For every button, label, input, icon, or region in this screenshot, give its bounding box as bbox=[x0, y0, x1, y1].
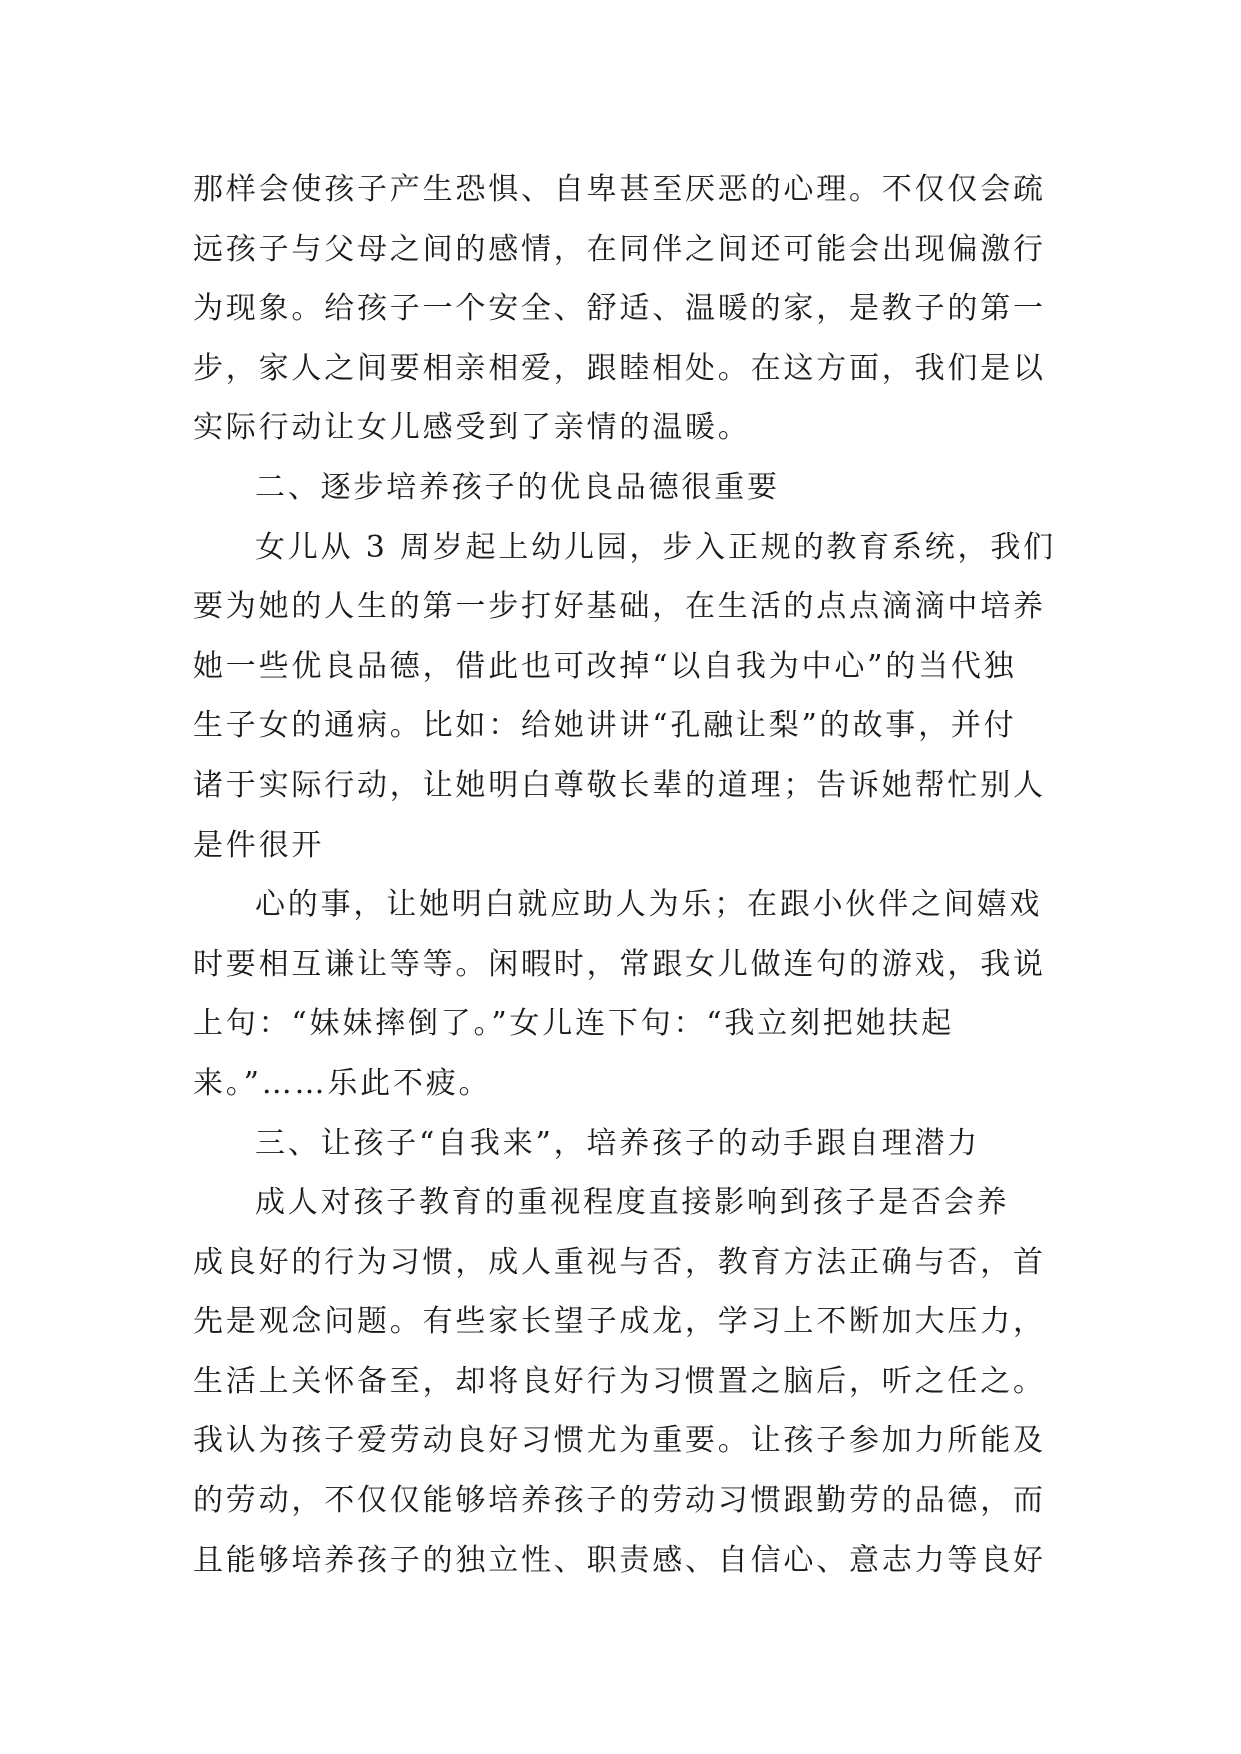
text-line: 女儿从 3 周岁起上幼儿园，步入正规的教育系统，我们 bbox=[255, 529, 1056, 565]
text-line: 时要相互谦让等等。闲暇时，常跟女儿做连句的游戏，我说 bbox=[193, 946, 1046, 982]
text-line: 成良好的行为习惯，成人重视与否，教育方法正确与否，首 bbox=[193, 1244, 1046, 1280]
section-heading-3: 三、让孩子“自我来”，培养孩子的动手跟自理潜力 bbox=[255, 1125, 981, 1161]
text-line: 我认为孩子爱劳动良好习惯尤为重要。让孩子参加力所能及 bbox=[193, 1423, 1046, 1459]
text-line: 且能够培养孩子的独立性、职责感、自信心、意志力等良好 bbox=[193, 1542, 1046, 1578]
text-line: 她一些优良品德，借此也可改掉“以自我为中心”的当代独 bbox=[193, 648, 1017, 684]
text-line: 诸于实际行动，让她明白尊敬长辈的道理；告诉她帮忙别人 bbox=[193, 767, 1046, 803]
text-line: 生活上关怀备至，却将良好行为习惯置之脑后，听之任之。 bbox=[193, 1363, 1046, 1399]
text-line: 那样会使孩子产生恐惧、自卑甚至厌恶的心理。不仅仅会疏 bbox=[193, 172, 1046, 207]
text-line: 上句：“妹妹摔倒了。”女儿连下句：“我立刻把她扶起 bbox=[193, 1006, 955, 1042]
text-line: 先是观念问题。有些家长望子成龙，学习上不断加大压力， bbox=[193, 1304, 1046, 1340]
text-line: 实际行动让女儿感受到了亲情的温暖。 bbox=[193, 410, 751, 446]
text-line: 为现象。给孩子一个安全、舒适、温暖的家，是教子的第一 bbox=[193, 291, 1046, 327]
text-line: 心的事，让她明白就应助人为乐；在跟小伙伴之间嬉戏 bbox=[255, 887, 1043, 923]
text-line: 的劳动，不仅仅能够培养孩子的劳动习惯跟勤劳的品德，而 bbox=[193, 1483, 1046, 1519]
document-body bbox=[193, 160, 1056, 1590]
text-line: 来。”……乐此不疲。 bbox=[193, 1065, 492, 1101]
text-line: 步，家人之间要相亲相爱，跟睦相处。在这方面，我们是以 bbox=[193, 350, 1046, 386]
text-line: 远孩子与父母之间的感情，在同伴之间还可能会出现偏激行 bbox=[193, 231, 1046, 267]
text-line: 成人对孩子教育的重视程度直接影响到孩子是否会养 bbox=[255, 1185, 1010, 1221]
text-line: 要为她的人生的第一步打好基础，在生活的点点滴滴中培养 bbox=[193, 589, 1046, 625]
section-heading-2: 二、逐步培养孩子的优良品德很重要 bbox=[255, 469, 780, 505]
text-line: 生子女的通病。比如：给她讲讲“孔融让梨”的故事，并付 bbox=[193, 708, 1017, 744]
text-line: 是件很开 bbox=[193, 827, 325, 863]
